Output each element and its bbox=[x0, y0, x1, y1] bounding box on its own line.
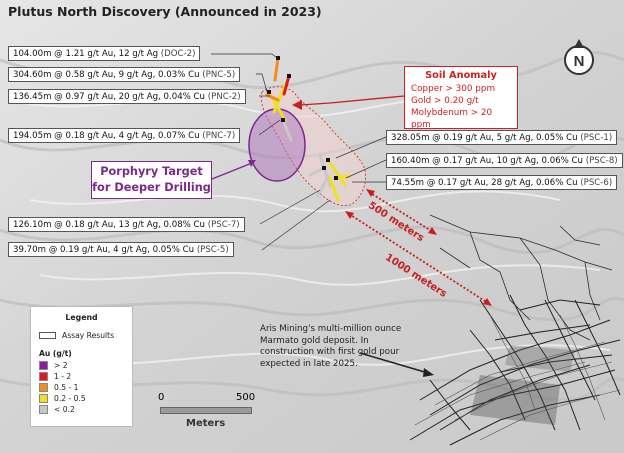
porphyry-target-callout bbox=[91, 161, 212, 199]
legend-assay-label: Assay Results bbox=[62, 330, 115, 340]
red-swatch-icon bbox=[39, 372, 48, 381]
hole-code: (PSC-5) bbox=[196, 245, 229, 255]
legend-class-label: < 0.2 bbox=[54, 405, 75, 415]
assay-label-psc5 bbox=[8, 242, 234, 257]
assay-box-icon bbox=[39, 332, 56, 339]
legend-class-row bbox=[39, 383, 124, 394]
distance-1000m-label: 1000 meters bbox=[383, 252, 449, 300]
north-arrow-icon bbox=[562, 38, 596, 78]
scale-unit-label: Meters bbox=[186, 418, 226, 429]
assay-label-psc1 bbox=[386, 130, 617, 145]
scale-bar bbox=[150, 392, 260, 432]
legend-au-title: Au (g/t) bbox=[39, 348, 72, 358]
assay-text: 160.40m @ 0.17 g/t Au, 10 g/t Ag, 0.06% Cu bbox=[391, 156, 583, 166]
assay-label-pnc7 bbox=[8, 128, 240, 143]
assay-text: 74.55m @ 0.17 g/t Au, 28 g/t Ag, 0.06% Cu bbox=[391, 178, 578, 188]
soil-anomaly-header: Soil Anomaly bbox=[425, 70, 497, 81]
hole-code: (PSC-1) bbox=[580, 133, 613, 143]
legend-class-row bbox=[39, 405, 124, 416]
assay-text: 39.70m @ 0.19 g/t Au, 4 g/t Ag, 0.05% Cu bbox=[13, 245, 195, 255]
hole-code: (PSC-7) bbox=[207, 220, 240, 230]
assay-text: 194.05m @ 0.18 g/t Au, 4 g/t Ag, 0.07% Cu bbox=[13, 131, 200, 141]
yellow-swatch-icon bbox=[39, 394, 48, 403]
legend-class-label: 0.5 - 1 bbox=[54, 383, 79, 393]
grey-swatch-icon bbox=[39, 405, 48, 414]
legend-class-row bbox=[39, 394, 124, 405]
porphyry-line-1: Porphyry Target bbox=[100, 165, 203, 178]
legend-assay-row bbox=[39, 330, 124, 341]
soil-anomaly-gold: Gold > 0.20 g/t bbox=[411, 96, 479, 106]
porphyry-line-2: for Deeper Drilling bbox=[92, 181, 211, 194]
hole-code: (PSC-6) bbox=[580, 178, 613, 188]
scale-max-label: 500 bbox=[236, 392, 256, 403]
purple-swatch-icon bbox=[39, 361, 48, 370]
legend-title: Legend bbox=[65, 313, 98, 322]
assay-text: 136.45m @ 0.97 g/t Au, 20 g/t Ag, 0.04% Cu bbox=[13, 92, 205, 102]
scale-bar-graphic bbox=[160, 407, 252, 414]
legend-class-row bbox=[39, 361, 124, 372]
map-title: Plutus North Discovery (Announced in 2023) bbox=[8, 4, 322, 19]
scale-zero-label: 0 bbox=[158, 392, 165, 403]
assay-label-doc2 bbox=[8, 46, 200, 61]
map-legend bbox=[30, 306, 133, 427]
compass-letter: N bbox=[573, 53, 585, 70]
legend-class-label: > 2 bbox=[54, 361, 68, 371]
marmato-deposit-note: Aris Mining's multi-million ounce Marmato gold deposit. In construction with first gold pour expected in late 2025. bbox=[260, 324, 402, 369]
hole-code: (DOC-2) bbox=[160, 49, 196, 59]
hole-code: (PNC-2) bbox=[207, 92, 241, 102]
assay-label-psc7 bbox=[8, 217, 245, 232]
assay-label-psc6 bbox=[386, 175, 617, 190]
assay-text: 104.00m @ 1.21 g/t Au, 12 g/t Ag bbox=[13, 49, 159, 59]
orange-swatch-icon bbox=[39, 383, 48, 392]
assay-text: 304.60m @ 0.58 g/t Au, 9 g/t Ag, 0.03% Cu bbox=[13, 70, 200, 80]
assay-text: 328.05m @ 0.19 g/t Au, 5 g/t Ag, 0.05% Cu bbox=[391, 133, 578, 143]
distance-500m-label: 500 meters bbox=[366, 200, 426, 245]
assay-label-pnc5 bbox=[8, 67, 240, 82]
soil-anomaly-copper: Copper > 300 ppm bbox=[411, 84, 496, 94]
hole-code: (PNC-7) bbox=[202, 131, 236, 141]
hole-code: (PNC-5) bbox=[202, 70, 236, 80]
assay-label-pnc2 bbox=[8, 89, 246, 104]
hole-code: (PSC-8) bbox=[585, 156, 618, 166]
soil-anomaly-callout bbox=[404, 66, 518, 129]
assay-label-psc8 bbox=[386, 153, 623, 168]
legend-class-row bbox=[39, 372, 124, 383]
assay-text: 126.10m @ 0.18 g/t Au, 13 g/t Ag, 0.08% Cu bbox=[13, 220, 205, 230]
legend-class-label: 1 - 2 bbox=[54, 372, 72, 382]
soil-anomaly-molybdenum: Molybdenum > 20 ppm bbox=[411, 108, 493, 130]
legend-class-label: 0.2 - 0.5 bbox=[54, 394, 86, 404]
